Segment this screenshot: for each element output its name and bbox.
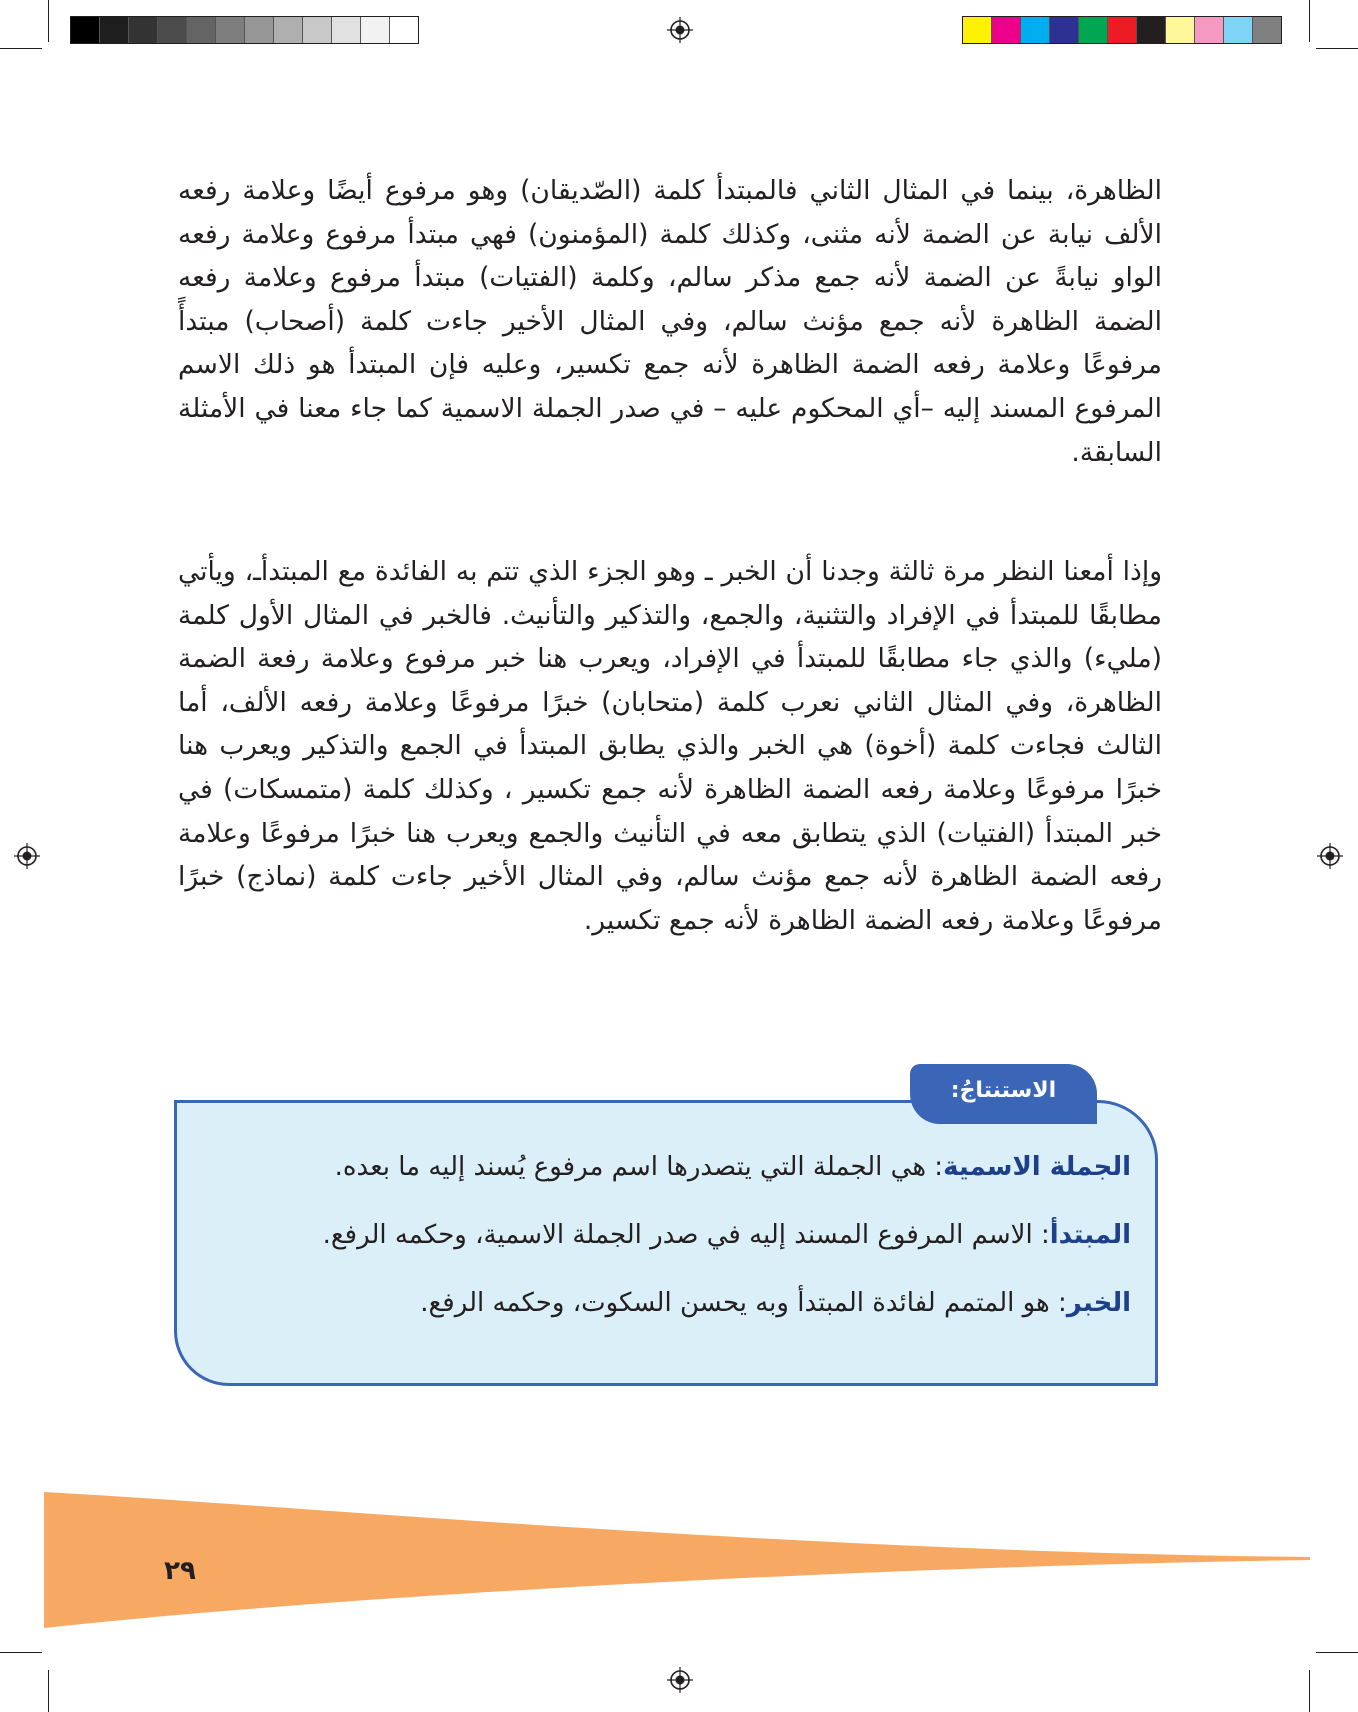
definition-text: : هي الجملة التي يتصدرها اسم مرفوع يُسند إليه ما بعده. (334, 1152, 944, 1182)
registration-swatch (1223, 17, 1252, 43)
definition-line (197, 1283, 1131, 1323)
registration-swatch (99, 17, 128, 43)
registration-swatch (186, 17, 215, 43)
registration-swatch (331, 17, 360, 43)
registration-swatch (71, 17, 99, 43)
crop-mark (1316, 1652, 1358, 1653)
registration-swatch (1020, 17, 1049, 43)
registration-swatch (302, 17, 331, 43)
definition-term: المبتدأ (1049, 1220, 1131, 1250)
registration-swatch (360, 17, 389, 43)
registration-target-icon (667, 17, 693, 43)
registration-swatch (1252, 17, 1281, 43)
crop-mark (1309, 1670, 1310, 1712)
conclusion-box (174, 1100, 1158, 1386)
registration-swatch (244, 17, 273, 43)
crop-mark (1316, 48, 1358, 49)
registration-swatch (273, 17, 302, 43)
definition-term: الخبر (1066, 1288, 1131, 1318)
crop-mark (0, 48, 42, 49)
conclusion-title: الاستنتاجُ: (950, 1078, 1057, 1103)
registration-swatch (215, 17, 244, 43)
registration-target-icon (667, 1667, 693, 1693)
registration-swatch (1165, 17, 1194, 43)
definition-text: : الاسم المرفوع المسند إليه في صدر الجملة الاسمية، وحكمه الرفع. (322, 1220, 1050, 1250)
crop-mark (48, 0, 49, 42)
crop-mark (48, 1670, 49, 1712)
color-registration-bar (962, 16, 1282, 44)
registration-swatch (128, 17, 157, 43)
definition-line (197, 1147, 1131, 1187)
body-paragraph: وإذا أمعنا النظر مرة ثالثة وجدنا أن الخبر ـ وهو الجزء الذي تتم به الفائدة مع المبتدأـ، ويأتي مطابقًا للمبتدأ في الإفراد والتثنية، والجمع، والتذكير والتأنيث. فالخبر في المثال الأول كلمة (مليء) والذي جاء مطابقًا للمبتدأ في الإفراد، ويعرب هنا خبر مرفوع وعلامة رفعة الضمة الظاهرة، وفي المثال الثاني نعرب كلمة (متحابان) خبرًا مرفوعًا وعلامة رفعه الألف، أما الثالث فجاءت كلمة (أخوة) هي الخبر والذي يطابق المبتدأ في الجمع والتذكير ويعرب هنا خبرًا مرفوعًا وعلامة رفعه الضمة الظاهرة لأنه جمع تكسير ، وكذلك كلمة (متمسكات) في خبر المبتدأ (الفتيات) الذي يتطابق معه في التأنيث والجمع ويعرب هنا خبرًا مرفوعًا وعلامة رفعه الضمة الظاهرة لأنه جمع مؤنث سالم، وفي المثال الأخير جاءت كلمة (نماذج) خبرًا مرفوعًا وعلامة رفعه الضمة الظاهرة لأنه جمع تكسير. (178, 556, 1162, 936)
definition-line (197, 1215, 1131, 1255)
registration-swatch (1136, 17, 1165, 43)
crop-mark (1309, 0, 1310, 42)
registration-swatch (389, 17, 418, 43)
page-number: ٢٩ (164, 1556, 196, 1586)
registration-swatch (157, 17, 186, 43)
registration-swatch (1049, 17, 1078, 43)
registration-swatch (1107, 17, 1136, 43)
conclusion-title-tab (910, 1064, 1097, 1124)
definition-text: : هو المتمم لفائدة المبتدأ وبه يحسن السكوت، وحكمه الرفع. (420, 1288, 1067, 1318)
registration-swatch (1194, 17, 1223, 43)
grayscale-registration-bar (70, 16, 419, 44)
registration-swatch (991, 17, 1020, 43)
registration-swatch (1078, 17, 1107, 43)
registration-target-icon (14, 843, 40, 869)
registration-swatch (963, 17, 991, 43)
crop-mark (0, 1652, 42, 1653)
body-paragraph: الظاهرة، بينما في المثال الثاني فالمبتدأ كلمة (الصّديقان) وهو مرفوع أيضًا وعلامة رفعه الألف نيابة عن الضمة لأنه مثنى، وكذلك كلمة (المؤمنون) فهي مبتدأ مرفوع وعلامة رفعه الواو نيابةً عن الضمة لأنه جمع مذكر سالم، وكلمة (الفتيات) مبتدأ مرفوع وعلامة رفعه الضمة الظاهرة لأنه جمع مؤنث سالم، وفي المثال الأخير جاءت كلمة (أصحاب) مبتدأً مرفوعًا وعلامة رفعه الضمة الظاهرة لأنه جمع تكسير، وعليه فإن المبتدأ هو ذلك الاسم المرفوع المسند إليه –أي المحكوم عليه – في صدر الجملة الاسمية كما جاء معنا في الأمثلة السابقة. (178, 175, 1162, 468)
registration-target-icon (1317, 843, 1343, 869)
footer-band-shape (44, 1492, 1310, 1628)
definition-term: الجملة الاسمية (943, 1152, 1131, 1182)
